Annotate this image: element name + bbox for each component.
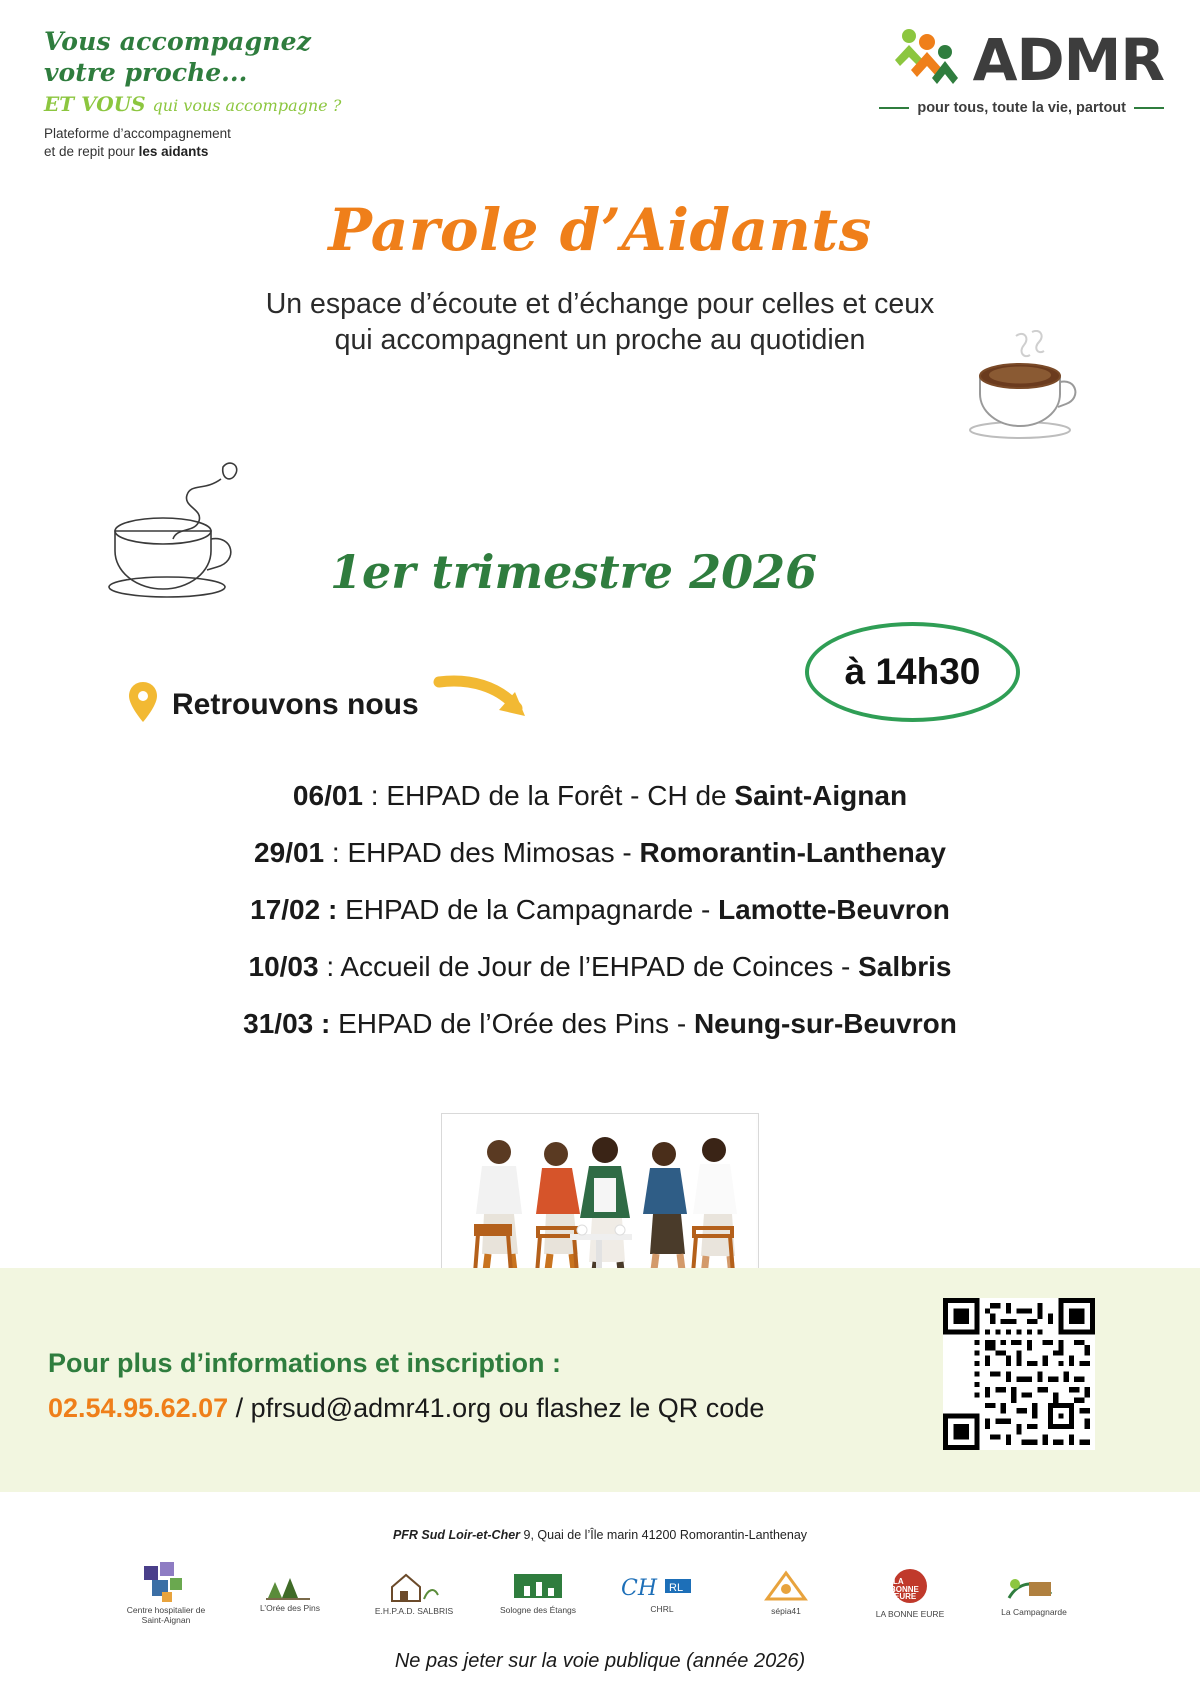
legal-note: Ne pas jeter sur la voie publique (année 2026) xyxy=(394,1650,806,1672)
svg-text:EURE: EURE xyxy=(894,1591,917,1601)
platform-logo-line1: Vous accompagnez xyxy=(44,27,312,56)
qr-code[interactable] xyxy=(943,1298,1095,1450)
partner-logo-label: Centre hospitalier de Saint-Aignan xyxy=(126,1604,206,1625)
contact-info xyxy=(48,1348,948,1424)
list-item xyxy=(0,1008,1200,1040)
partner-logo-label: E.H.P.A.D. SALBRIS xyxy=(374,1605,454,1616)
admr-wordmark: ADMR xyxy=(972,25,1164,94)
session-date: 17/02 : xyxy=(250,894,338,925)
partner-logo xyxy=(365,1552,463,1634)
coffee-cup-filled-icon xyxy=(958,330,1088,445)
platform-logo-line3-rest: qui vous accompagne ? xyxy=(152,96,342,115)
session-venue: EHPAD de la Forêt - CH de xyxy=(386,780,735,811)
quarter-heading: 1er trimestre 2026 xyxy=(330,545,818,599)
svg-text:RL: RL xyxy=(669,1581,684,1594)
contact-details xyxy=(48,1393,948,1424)
partner-logo xyxy=(613,1552,711,1634)
coffee-cup-outline-icon xyxy=(95,455,270,620)
session-city: Salbris xyxy=(858,951,952,982)
partner-logo xyxy=(117,1552,215,1634)
session-sep xyxy=(330,1008,338,1039)
admr-logo xyxy=(864,26,1164,116)
list-item xyxy=(0,780,1200,812)
session-sep: : xyxy=(318,951,341,982)
session-city: Saint-Aignan xyxy=(734,780,908,811)
tagline-rule-right xyxy=(1134,107,1164,109)
platform-logo-subtitle-b: et de repit pour xyxy=(44,144,139,160)
session-date: 10/03 xyxy=(248,951,319,982)
contact-email-text: / pfrsud@admr41.org ou flashez le QR code xyxy=(228,1393,765,1423)
partner-logo xyxy=(737,1552,835,1634)
organizer-address xyxy=(0,1528,1200,1542)
session-city: Lamotte-Beuvron xyxy=(718,894,950,925)
organizer-name: PFR Sud Loir-et-Cher xyxy=(392,1528,521,1542)
platform-logo-subtitle-bold: les aidants xyxy=(138,144,209,160)
platform-logo-line2: votre proche... xyxy=(44,57,248,87)
partner-logo-label: sépia41 xyxy=(771,1605,801,1616)
platform-logo-subtitle-a: Plateforme d’accompagnement xyxy=(44,126,231,141)
session-city: Romorantin-Lanthenay xyxy=(639,837,946,868)
svg-text:BONNE: BONNE xyxy=(890,1584,919,1594)
platform-logo-subtitle xyxy=(44,125,374,161)
partner-logo-label: CHRL xyxy=(650,1603,674,1614)
platform-logo-line3 xyxy=(44,92,374,116)
session-venue: Accueil de Jour de l’EHPAD de Coinces - xyxy=(340,951,859,982)
partner-logo-label: Sologne des Étangs xyxy=(499,1604,577,1615)
session-date: 06/01 xyxy=(292,780,363,811)
session-date: 31/03 : xyxy=(243,1008,331,1039)
list-item xyxy=(0,837,1200,869)
list-item xyxy=(0,894,1200,926)
poster-header xyxy=(0,0,1200,190)
map-pin-icon xyxy=(128,681,158,728)
partner-logo-label: L’Orée des Pins xyxy=(259,1602,320,1613)
meetup-heading xyxy=(128,672,543,737)
partner-logo xyxy=(861,1552,959,1634)
admr-tagline-row xyxy=(864,100,1164,116)
platform-logo xyxy=(44,28,374,161)
admr-people-icon xyxy=(887,26,967,93)
session-sep: : xyxy=(363,780,387,811)
session-venue: EHPAD des Mimosas - xyxy=(347,837,640,868)
partner-logo xyxy=(489,1552,587,1634)
list-item xyxy=(0,951,1200,983)
session-sep: : xyxy=(324,837,348,868)
session-venue: EHPAD de la Campagnarde - xyxy=(345,894,719,925)
time-badge xyxy=(805,622,1020,722)
partner-logo-label: LA BONNE EURE xyxy=(875,1608,945,1619)
tagline-rule-left xyxy=(879,107,909,109)
contact-phone[interactable]: 02.54.95.62.07 xyxy=(48,1393,229,1423)
partner-logo xyxy=(985,1552,1083,1634)
page-subtitle-line1: Un espace d’écoute et d’échange pour celles et ceux xyxy=(265,288,935,320)
session-date: 29/01 xyxy=(254,837,325,868)
svg-text:LA: LA xyxy=(893,1576,904,1586)
partner-logo xyxy=(241,1552,339,1634)
page-subtitle-line2: qui accompagnent un proche au quotidien xyxy=(334,324,866,357)
page-title: Parole d’Aidants xyxy=(328,196,872,264)
partner-logo-label: La Campagnarde xyxy=(1001,1606,1067,1617)
session-city: Neung-sur-Beuvron xyxy=(693,1008,957,1039)
session-list xyxy=(0,780,1200,1065)
curved-arrow-icon xyxy=(433,672,543,737)
admr-tagline: pour tous, toute la vie, partout xyxy=(917,100,1126,116)
organizer-street: 9, Quai de l’Île marin 41200 Romorantin-Lanthenay xyxy=(520,1528,808,1542)
partner-logos xyxy=(0,1545,1200,1640)
meetup-label: Retrouvons nous xyxy=(172,687,419,721)
session-sep xyxy=(337,894,345,925)
platform-logo-line3-strong: ET VOUS xyxy=(44,92,146,116)
svg-text:CH: CH xyxy=(621,1575,658,1601)
time-badge-label: à 14h30 xyxy=(844,651,981,692)
page-subtitle xyxy=(180,286,1020,359)
contact-heading: Pour plus d’informations et inscription : xyxy=(48,1348,562,1378)
session-venue: EHPAD de l’Orée des Pins - xyxy=(338,1008,694,1039)
